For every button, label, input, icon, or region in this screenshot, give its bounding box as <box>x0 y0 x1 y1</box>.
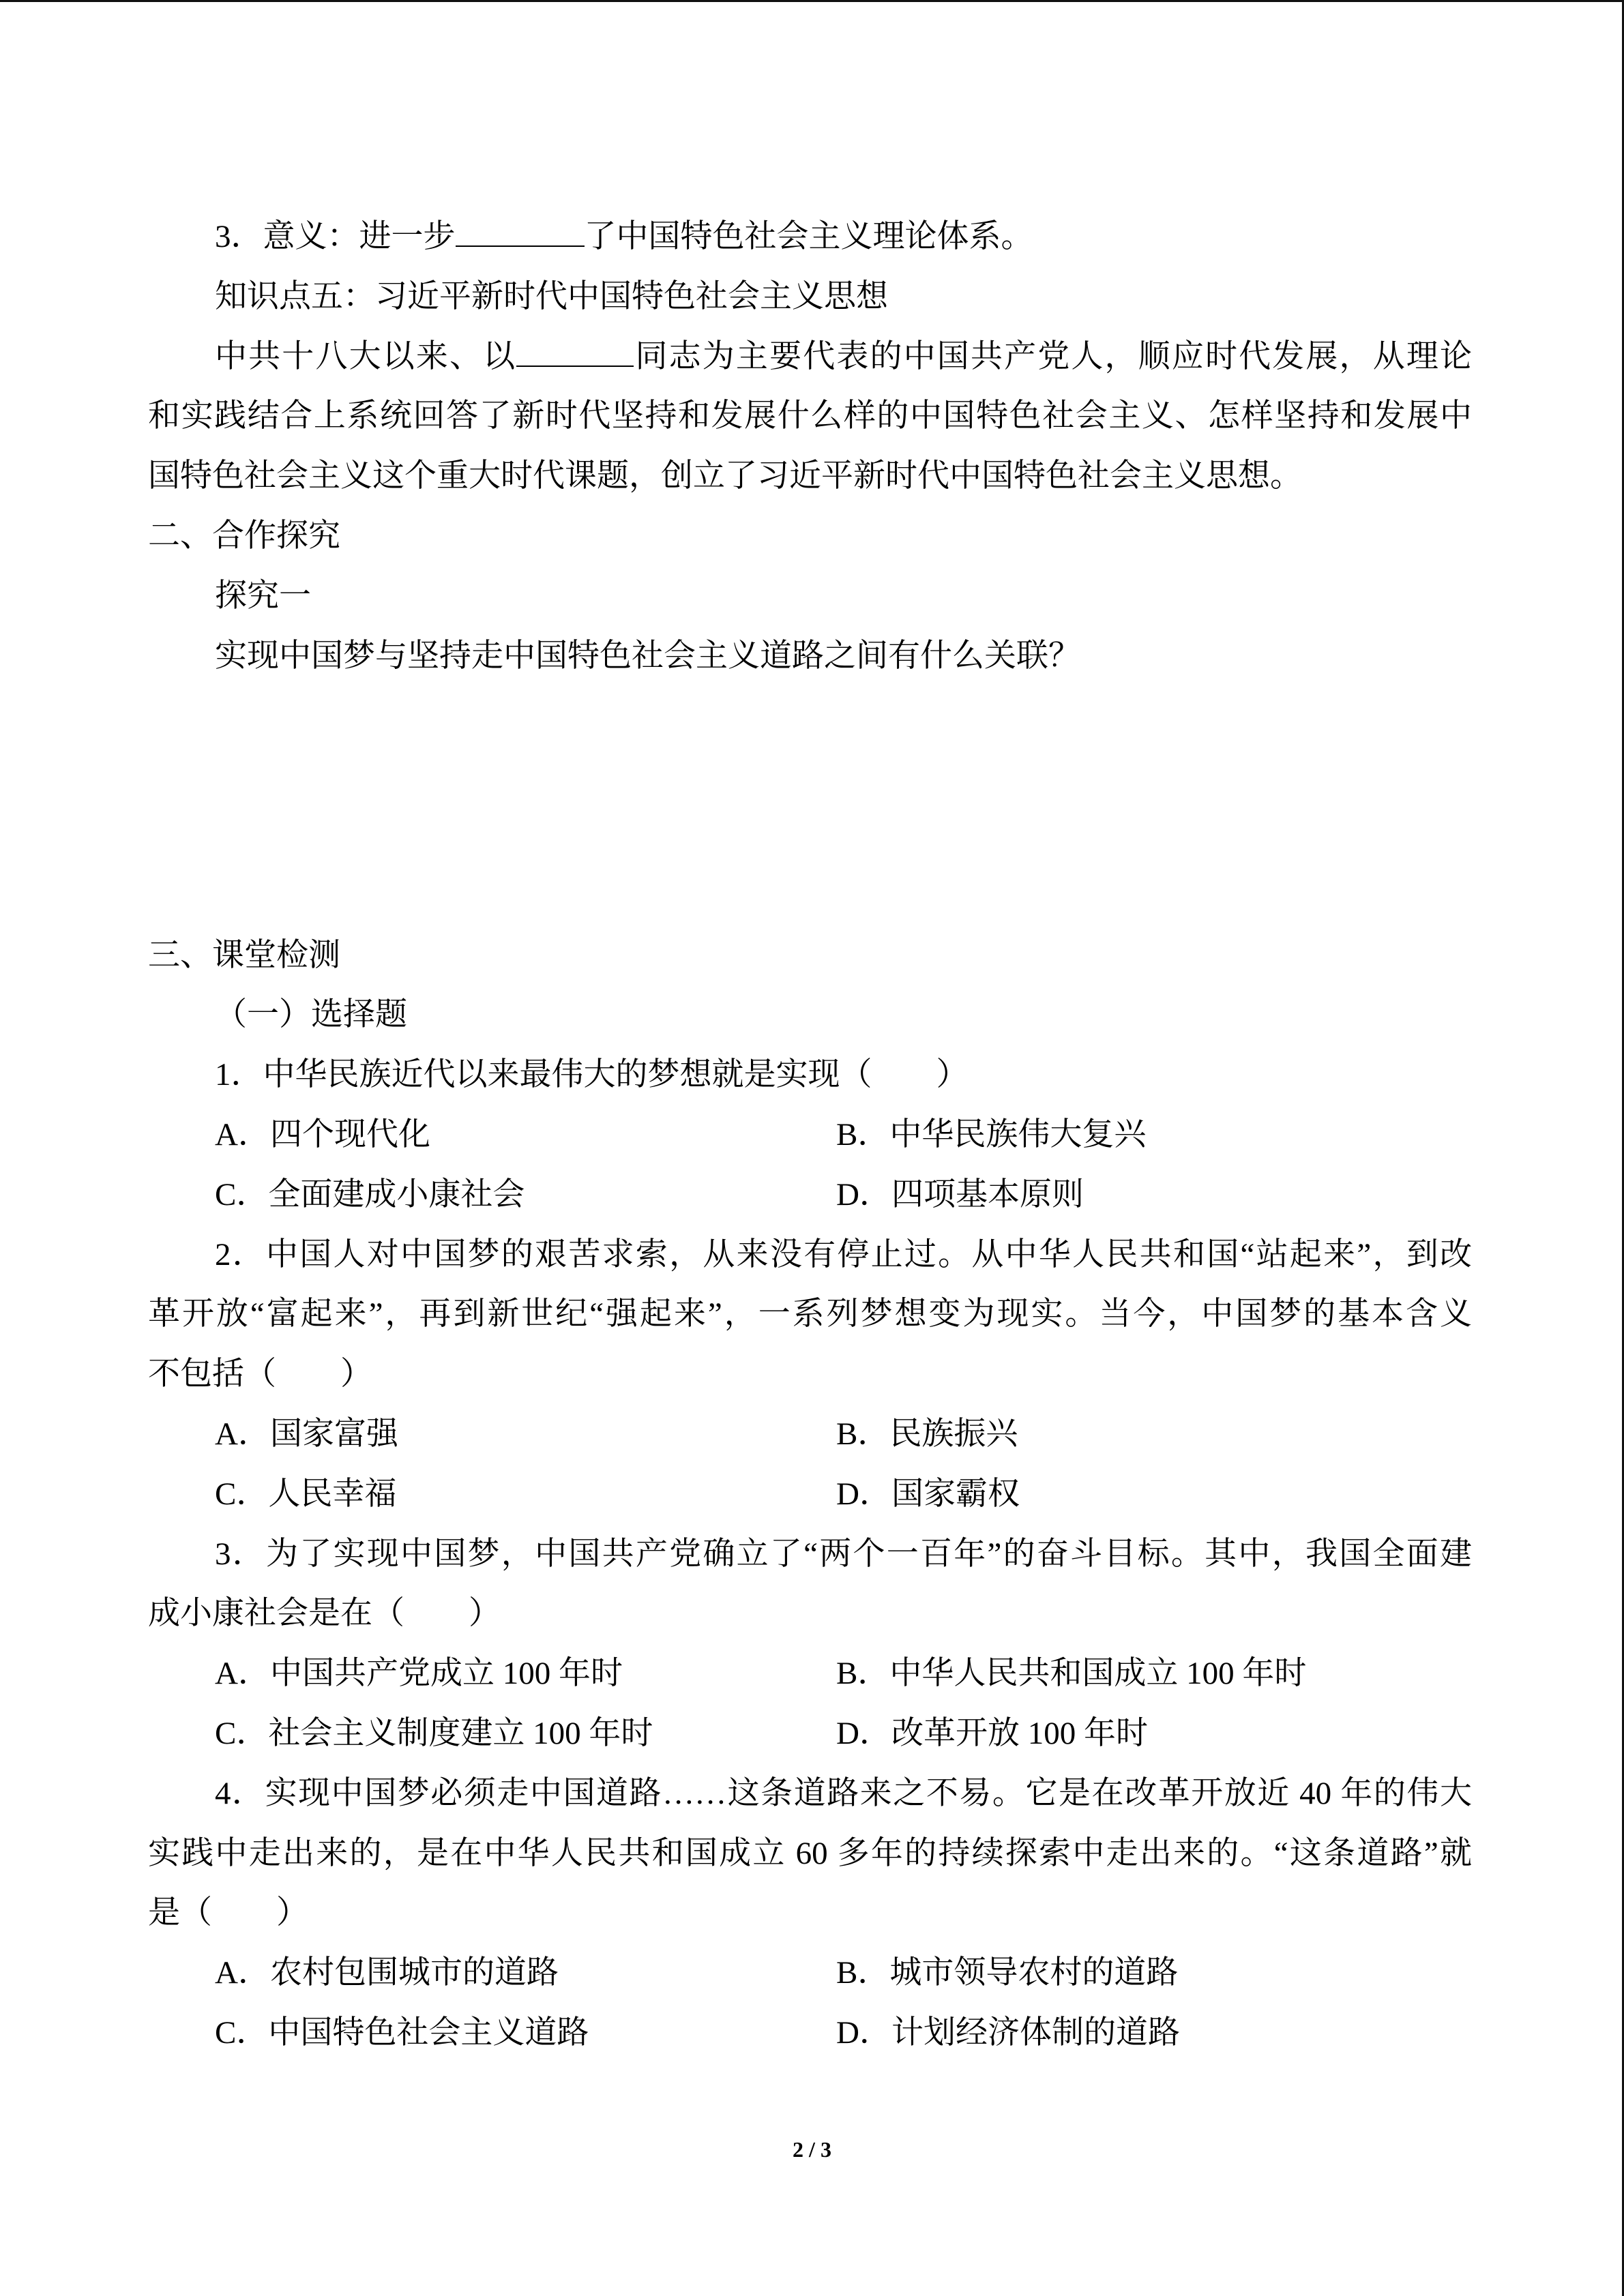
option-d: D．四项基本原则 <box>836 1176 1084 1212</box>
option-a: A．国家富强 <box>215 1416 398 1452</box>
item-3-suffix: 了中国特色社会主义理论体系。 <box>584 219 1033 254</box>
option-c: C．全面建成小康社会 <box>215 1176 525 1212</box>
option-row <box>148 1105 1472 1165</box>
option-b: B．城市领导农村的道路 <box>836 1955 1179 1991</box>
answer-space <box>148 686 1472 925</box>
fill-blank <box>456 218 585 247</box>
fill-blank <box>516 338 634 367</box>
question-2 <box>148 1225 1472 1525</box>
point-5-line-1-prefix: 中共十八大以来、以 <box>215 338 517 374</box>
option-b: B．中华人民共和国成立 100 年时 <box>836 1656 1307 1692</box>
question-1 <box>148 1045 1472 1225</box>
inquiry-question: 实现中国梦与坚持走中国特色社会主义道路之间有什么关联？ <box>215 638 1080 674</box>
option-row <box>148 2003 1472 2063</box>
option-c: C．人民幸福 <box>215 1476 397 1512</box>
question-stem: 革开放“富起来”，再到新世纪“强起来”，一系列梦想变为现实。当今，中国梦的基本含义 <box>148 1296 1472 1332</box>
option-c: C．社会主义制度建立 100 年时 <box>215 1715 653 1751</box>
section-heading-cooperation: 二、合作探究 <box>148 518 340 554</box>
question-3 <box>148 1525 1472 1764</box>
item-3-prefix: 3．意义：进一步 <box>215 219 456 254</box>
question-stem: 4．实现中国梦必须走中国道路……这条道路来之不易。它是在改革开放近 40 年的伟大 <box>215 1775 1472 1811</box>
section-heading-check: 三、课堂检测 <box>148 937 340 973</box>
point-5-line-1-suffix: 同志为主要代表的中国共产党人，顺应时代发展，从理论 <box>634 338 1473 374</box>
option-row <box>148 1943 1472 2003</box>
subheading-inquiry-1: 探究一 <box>215 578 311 614</box>
option-d: D．国家霸权 <box>836 1476 1020 1512</box>
knowledge-point-5-line: 和实践结合上系统回答了新时代坚持和发展什么样的中国特色社会主义、怎样坚持和发展中 <box>148 398 1472 434</box>
knowledge-point-5-line: 国特色社会主义这个重大时代课题，创立了习近平新时代中国特色社会主义思想。 <box>148 458 1302 494</box>
option-row <box>148 1465 1472 1525</box>
option-a: A．中国共产党成立 100 年时 <box>215 1656 623 1692</box>
question-stem: 2．中国人对中国梦的艰苦求索，从来没有停止过。从中华人民共和国“站起来”，到改 <box>215 1236 1472 1272</box>
option-c: C．中国特色社会主义道路 <box>215 2014 589 2051</box>
question-stem: 成小康社会是在（ ） <box>148 1596 501 1632</box>
option-d: D．计划经济体制的道路 <box>836 2014 1180 2051</box>
option-row <box>148 1644 1472 1704</box>
subheading-multiple-choice: （一）选择题 <box>215 997 407 1033</box>
option-b: B．民族振兴 <box>836 1416 1018 1452</box>
option-a: A．四个现代化 <box>215 1116 430 1152</box>
question-stem: 实践中走出来的，是在中华人民共和国成立 60 多年的持续探索中走出来的。“这条道路”就 <box>148 1835 1472 1871</box>
question-stem: 1．中华民族近代以来最伟大的梦想就是实现（ ） <box>215 1057 969 1093</box>
option-b: B．中华民族伟大复兴 <box>836 1116 1147 1152</box>
option-row <box>148 1165 1472 1225</box>
document-body <box>148 207 1472 2063</box>
option-a: A．农村包围城市的道路 <box>215 1955 559 1991</box>
option-row <box>148 1405 1472 1465</box>
question-stem: 是（ ） <box>148 1895 308 1931</box>
knowledge-point-5-line <box>148 327 1472 387</box>
knowledge-point-5-title: 知识点五：习近平新时代中国特色社会主义思想 <box>215 278 888 314</box>
question-stem: 3．为了实现中国梦，中国共产党确立了“两个一百年”的奋斗目标。其中，我国全面建 <box>215 1536 1472 1572</box>
page-top-edge <box>0 0 1624 2</box>
page-number: 2 / 3 <box>793 2137 831 2162</box>
question-4 <box>148 1764 1472 2063</box>
option-row <box>148 1704 1472 1764</box>
question-stem: 不包括（ ） <box>148 1356 372 1392</box>
option-d: D．改革开放 100 年时 <box>836 1715 1148 1751</box>
knowledge-item-3 <box>148 207 1472 267</box>
